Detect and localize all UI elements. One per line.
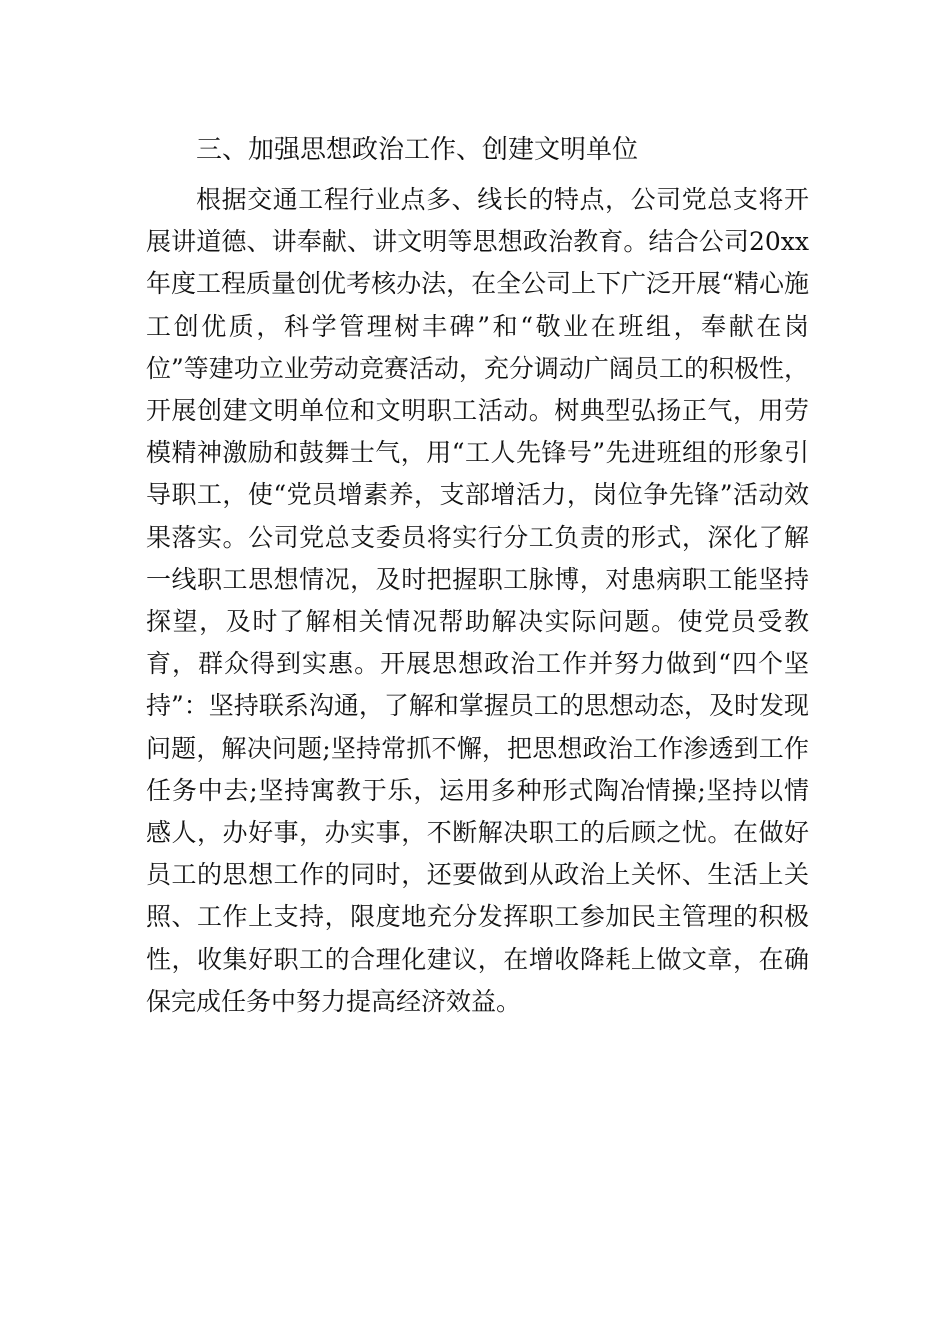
body-paragraph: 根据交通工程行业点多、线长的特点，公司党总支将开展讲道德、讲奉献、讲文明等思想政治教育。结合公司20xx年度工程质量创优考核办法，在全公司上下广泛开展“精心施工创优质，科学管理树丰碑”和“敬业在班组，奉献在岗位”等建功立业劳动竞赛活动，充分调动广阔员工的积极性，开展创建文明单位和文明职工活动。树典型弘扬正气，用劳模精神激励和鼓舞士气，用“工人先锋号”先进班组的形象引导职工，使“党员增素养，支部增活力，岗位争先锋”活动效果落实。公司党总支委员将实行分工负责的形式，深化了解一线职工思想情况，及时把握职工脉博，对患病职工能坚持探望，及时了解相关情况帮助解决实际问题。使党员受教育，群众得到实惠。开展思想政治工作并努力做到“四个坚持”：坚持联系沟通，了解和掌握员工的思想动态，及时发现问题，解决问题;坚持常抓不懈，把思想政治工作渗透到工作任务中去;坚持寓教于乐，运用多种形式陶冶情操;坚持以情感人，办好事，办实事，不断解决职工的后顾之忧。在做好员工的思想工作的同时，还要做到从政治上关怀、生活上关照、工作上支持，限度地充分发挥职工参加民主管理的积极性，收集好职工的合理化建议，在增收降耗上做文章，在确保完成任务中努力提高经济效益。 [146,185,809,1016]
section-heading: 三、加强思想政治工作、创建文明单位 [196,135,639,165]
